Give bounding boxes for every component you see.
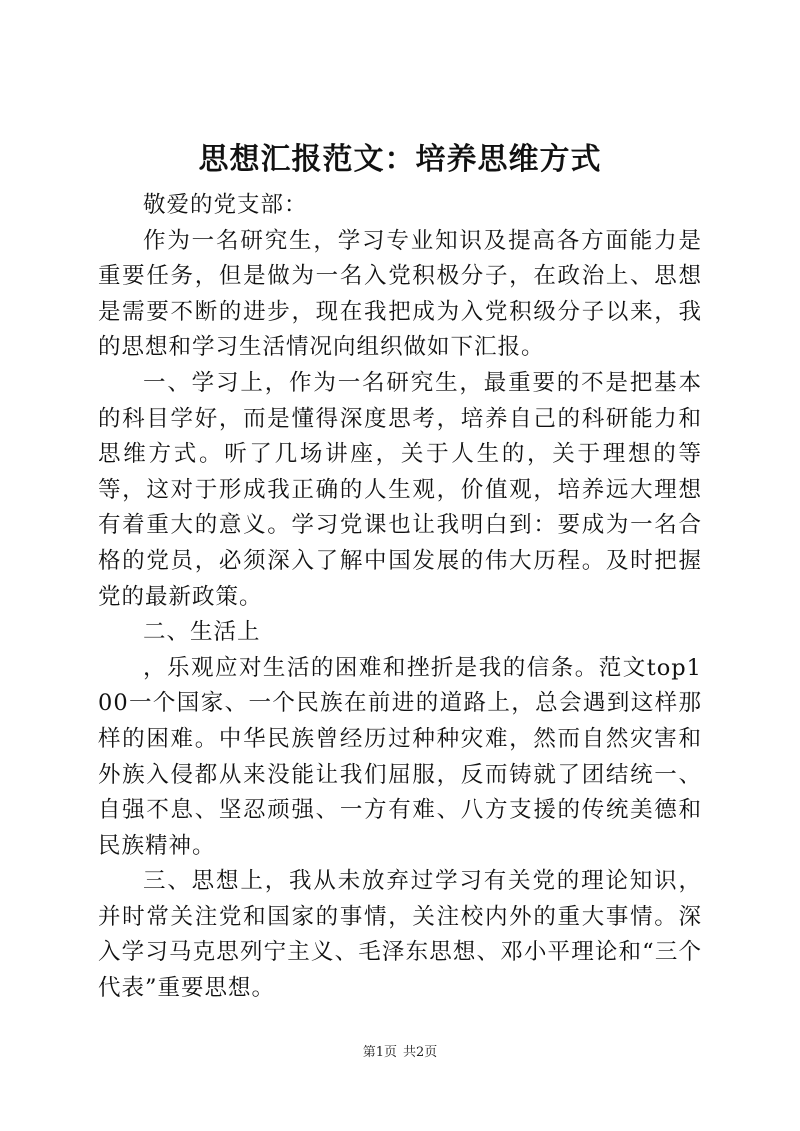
page-number-total: 共2页: [403, 1045, 438, 1060]
intro-paragraph: 作为一名研究生，学习专业知识及提高各方面能力是重要任务，但是做为一名入党积极分子，在政治上、思想是需要不断的进步，现在我把成为入党积级分子以来，我的思想和学习生活情况向组织做如下汇报。: [98, 227, 702, 361]
document-body: [98, 188, 702, 1007]
document-title: 思想汇报范文：培养思维方式: [198, 142, 602, 177]
page-footer: [0, 1044, 800, 1062]
thought-paragraph: 三、思想上，我从未放弃过学习有关党的理论知识，并时常关注党和国家的事情，关注校内外的重大事情。深入学习马克思列宁主义、毛泽东思想、邓小平理论和“三个代表”重要思想。: [98, 868, 702, 1002]
life-heading-paragraph: 二、生活上: [143, 619, 261, 646]
salutation-paragraph: 敬爱的党支部：: [143, 192, 308, 218]
page-number-current: 第1页: [362, 1045, 397, 1060]
life-paragraph: ，乐观应对生活的困难和挫折是我的信条。范文top100一个国家、一个民族在前进的道路上，总会遇到这样那样的困难。中华民族曾经历过种种灾难，然而自然灾害和外族入侵都从来没能让我们屈服，反而铸就了团结统一、自强不息、坚忍顽强、一方有难、八方支援的传统美德和民族精神。: [98, 654, 702, 859]
study-paragraph: 一、学习上，作为一名研究生，最重要的不是把基本的科目学好，而是懂得深度思考，培养自己的科研能力和思维方式。听了几场讲座，关于人生的，关于理想的等等，这对于形成我正确的人生观，价值观，培养远大理想有着重大的意义。学习党课也让我明白到：要成为一名合格的党员，必须深入了解中国发展的伟大历程。及时把握党的最新政策。: [98, 369, 702, 610]
